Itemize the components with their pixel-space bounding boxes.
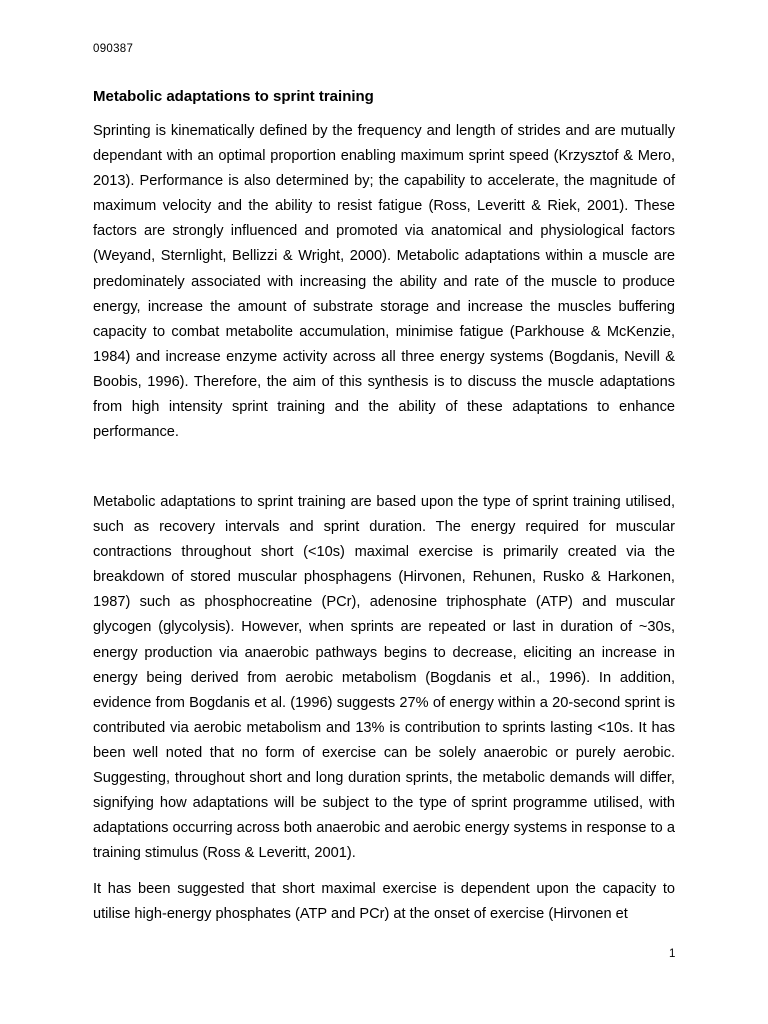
document-id: 090387 (93, 43, 134, 55)
paragraph-energy-systems: Metabolic adaptations to sprint training are based upon the type of sprint training utilised, such as recovery intervals and sprint duration. The energy required for muscular contractions throughout short (<10s) maximal exercise is primarily created via the breakdown of stored muscular phosphagens (Hirvonen, Rehunen, Rusko & Harkonen, 1987) such as phosphocreatine (PCr), adenosine triphosphate (ATP) and muscular glycogen (glycolysis). However, when sprints are repeated or last in duration of ~30s, energy production via anaerobic pathways begins to decrease, eliciting an increase in energy being derived from aerobic metabolism (Bogdanis et al., 1996). In addition, evidence from Bogdanis et al. (1996) suggests 27% of energy within a 20-second sprint is contributed via aerobic metabolism and 13% is contribution to sprints lasting <10s. It has been well noted that no form of exercise can be solely anaerobic or purely aerobic. Suggesting, throughout short and long duration sprints, the metabolic demands will differ, signifying how adaptations will be subject to the type of sprint programme utilised, with adaptations occurring across both anaerobic and aerobic energy systems in response to a training stimulus (Ross & Leveritt, 2001). (93, 494, 675, 862)
paragraph-introduction: Sprinting is kinematically defined by the frequency and length of strides and are mutually dependant with an optimal proportion enabling maximum sprint speed (Krzysztof & Mero, 2013). Performance is also determined by; the capability to accelerate, the magnitude of maximum velocity and the ability to resist fatigue (Ross, Leveritt & Riek, 2001). These factors are strongly influenced and promoted via anatomical and physiological factors (Weyand, Sternlight, Bellizzi & Wright, 2000). Metabolic adaptations within a muscle are predominately associated with increasing the ability and rate of the muscle to produce energy, increase the amount of substrate storage and increase the muscles buffering capacity to combat metabolite accumulation, minimise fatigue (Parkhouse & McKenzie, 1984) and increase enzyme activity across all three energy systems (Bogdanis, Nevill & Boobis, 1996). Therefore, the aim of this synthesis is to discuss the muscle adaptations from high intensity sprint training and the ability of these adaptations to enhance performance. (93, 123, 675, 441)
page-number: 1 (669, 948, 676, 960)
document-title: Metabolic adaptations to sprint training (93, 88, 374, 105)
paragraph-phosphates: It has been suggested that short maximal exercise is dependent upon the capacity to utilise high-energy phosphates (ATP and PCr) at the onset of exercise (Hirvonen et (93, 881, 675, 923)
